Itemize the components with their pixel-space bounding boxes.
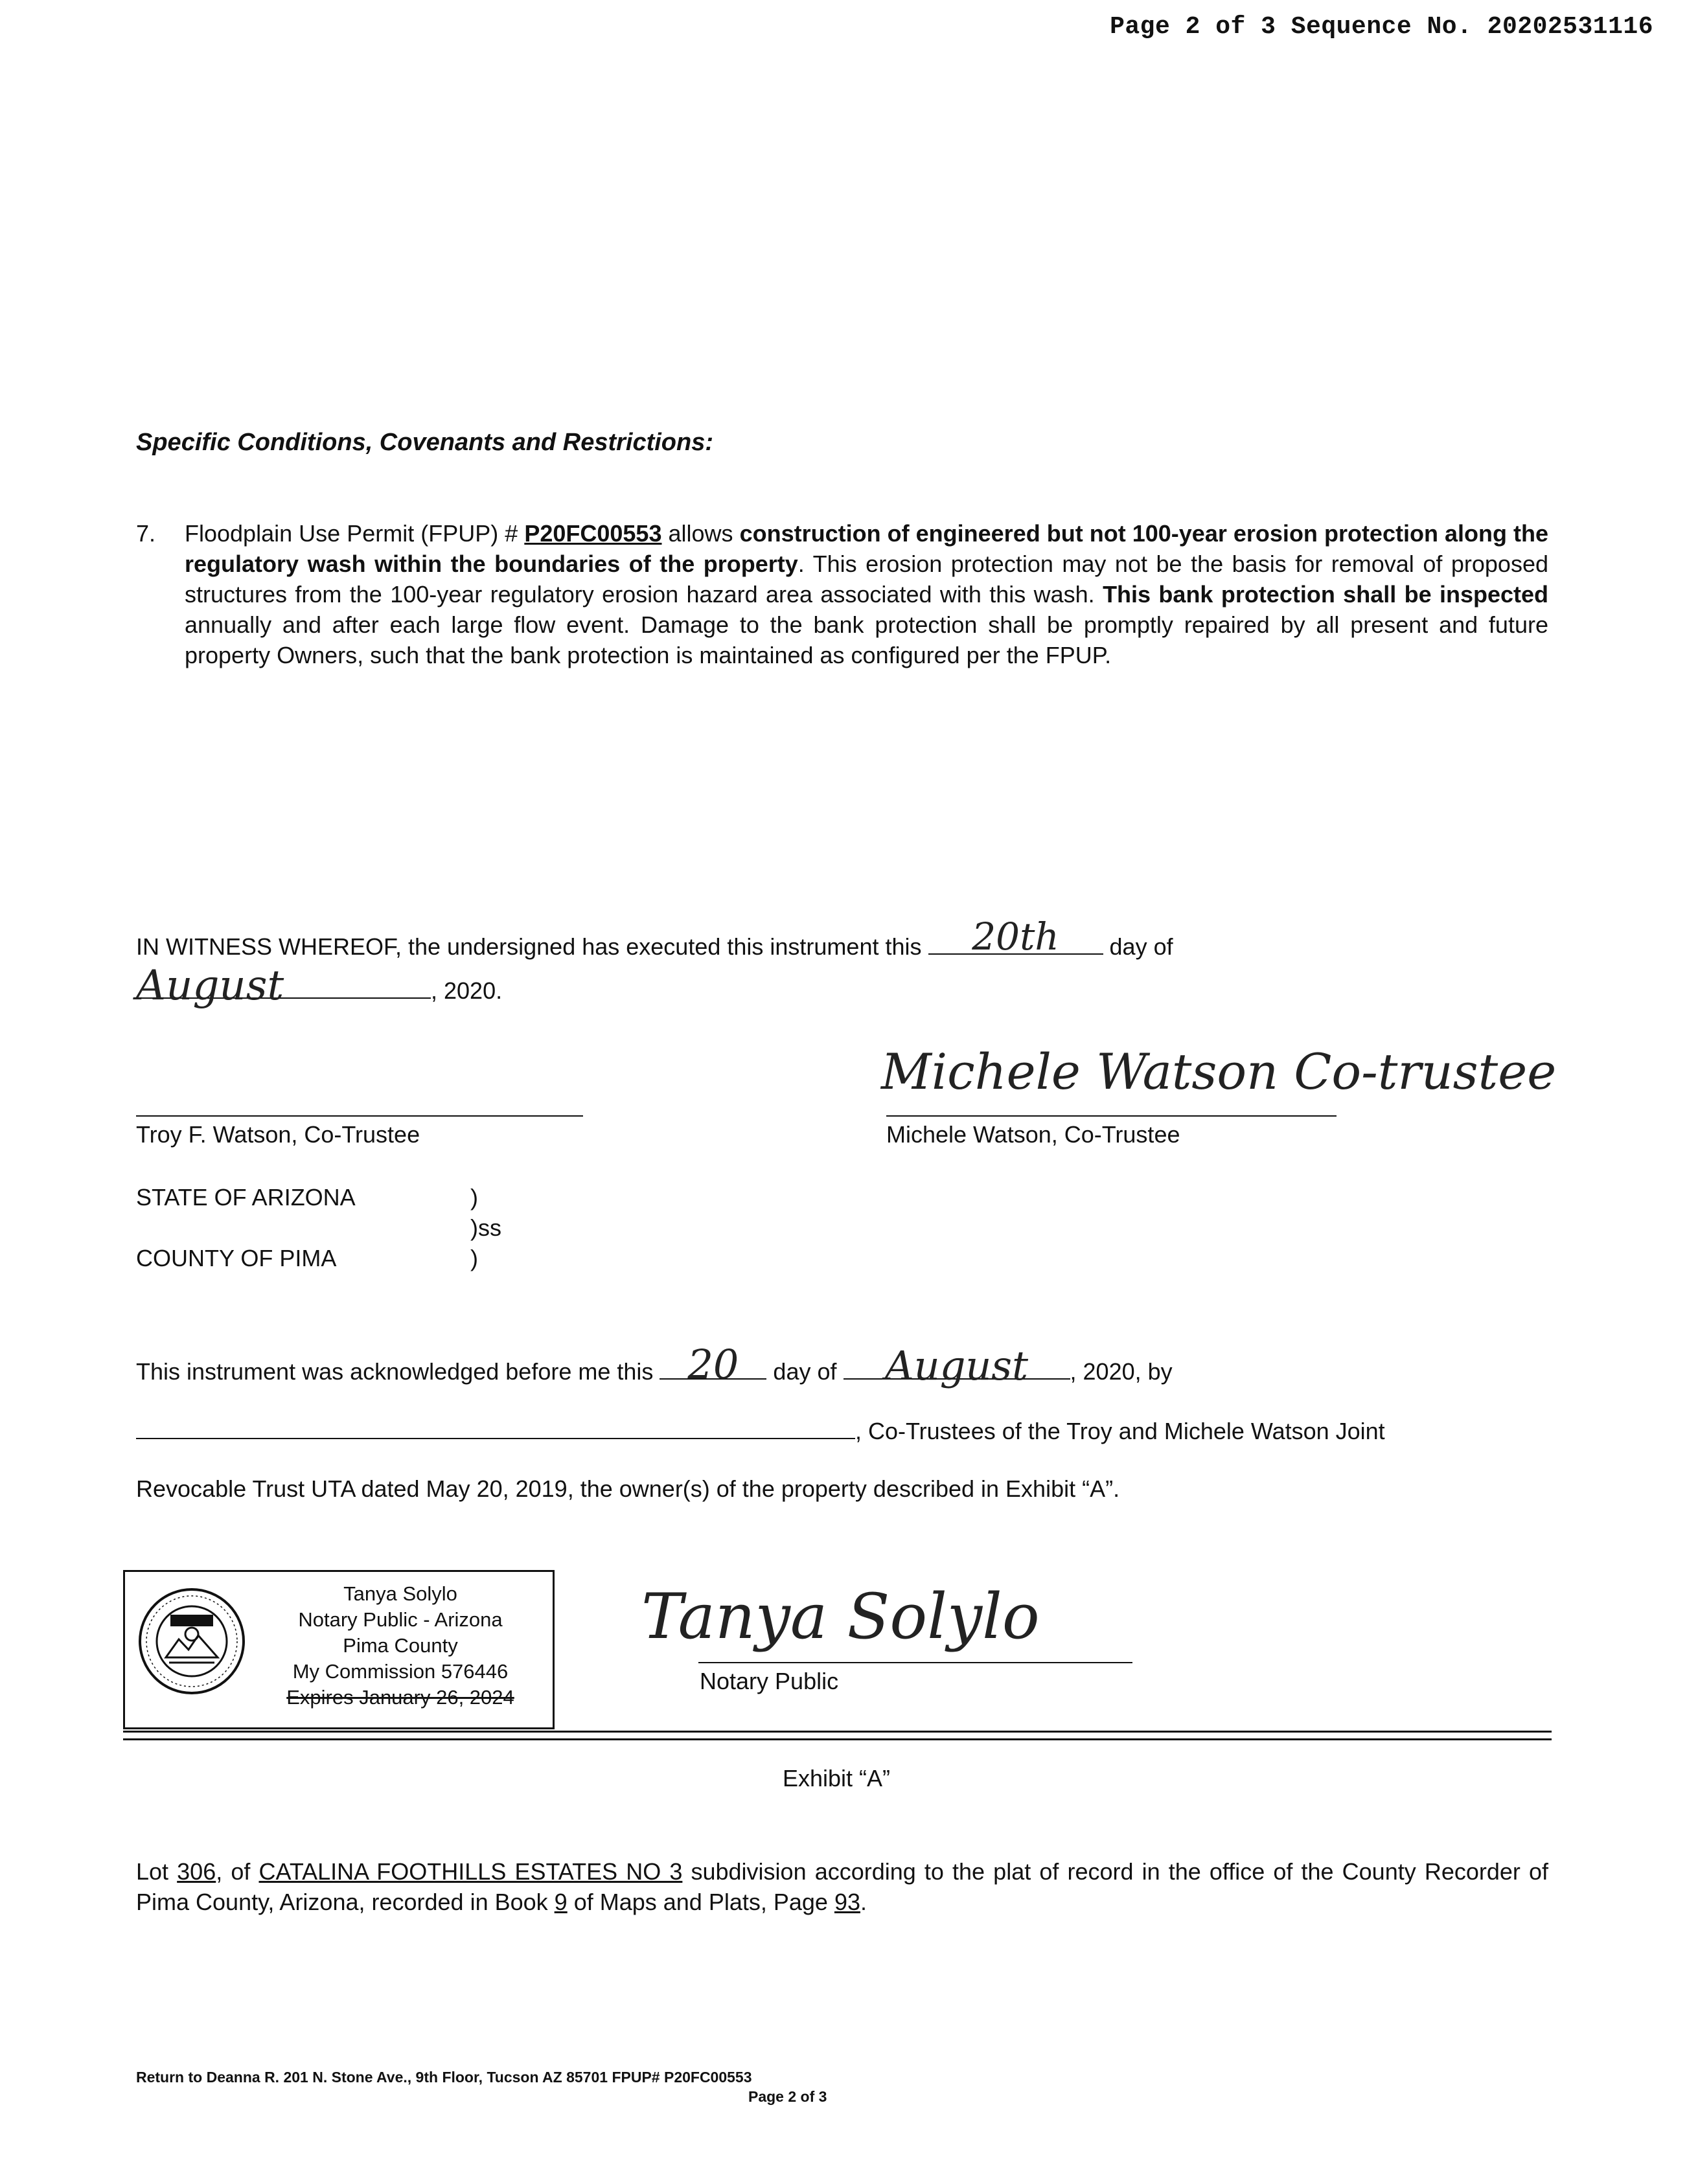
exhibit-text: of Maps and Plats, Page [567,1889,834,1915]
witness-text: IN WITNESS WHEREOF, the undersigned has executed this instrument this [136,933,922,960]
notary-commission: My Commission 576446 [292,1660,509,1683]
footer-page-number: Page 2 of 3 [748,2088,827,2105]
condition-emphasis: construction of engineered but not 100-year erosion protection along the regulatory wash within the boundaries of the property [185,520,1549,577]
venue-paren: ) [470,1245,478,1271]
condition-item [136,518,1548,670]
subdivision-name: CATALINA FOOTHILLS ESTATES NO 3 [258,1858,683,1885]
notary-name: Tanya Solylo [343,1582,457,1605]
witness-line [136,915,1173,962]
signer-name-right: Michele Watson, Co-Trustee [886,1121,1180,1148]
exhibit-text: subdivision according to the plat of record in the office of the County Recorder of Pima County, Arizona, recorded in Book [136,1858,1549,1915]
lot-number: 306 [177,1858,216,1885]
signature-line-right [886,1115,1337,1117]
signer-name-left: Troy F. Watson, Co-Trustee [136,1121,420,1148]
condition-text: . This erosion protection may not be the basis for removal of proposed structures from the 100-year regulatory erosion hazard area associated with this wash. [185,551,1548,608]
handwritten-ack-month: August [884,1342,1029,1389]
acknowledgment-line-2 [136,1412,1385,1446]
notary-info [255,1581,546,1711]
ack-day-blank [660,1341,766,1388]
condition-paragraph [185,518,1548,670]
ack-text: , 2020, by [1070,1358,1173,1385]
witness-month-line [136,962,503,1010]
handwritten-day: 20th [972,915,1059,959]
condition-number: 7. [136,520,156,547]
exhibit-text: , of [216,1858,259,1885]
notary-expiration: Expires January 26, 2024 [286,1686,514,1709]
acknowledgment-line [136,1341,1173,1389]
footer [136,2067,827,2106]
notary-county: Pima County [343,1634,458,1657]
handwritten-ack-day: 20 [687,1341,739,1388]
book-number: 9 [554,1889,568,1915]
exhibit-description [136,1856,1548,1917]
acknowledgment-trust-line: Revocable Trust UTA dated May 20, 2019, the owner(s) of the property described in Exhibit “A”. [136,1475,1120,1502]
condition-emphasis: This bank protection shall be inspected [1103,581,1549,608]
witness-day-of: day of [1109,933,1173,960]
sequence-header: Page 2 of 3 Sequence No. 20202531116 [1110,13,1653,41]
notary-signature: Tanya Solylo [641,1580,1040,1653]
condition-text: annually and after each large flow event. Damage to the bank protection shall be promptly repaired by all present and future property Owners, such that the bank protection is maintained as configured per the FPUP. [185,611,1548,668]
ack-text: , Co-Trustees of the Troy and Michele Watson Joint [855,1418,1385,1444]
page-number: 93 [834,1889,860,1915]
venue-county: COUNTY OF PIMA [136,1245,337,1271]
condition-text: allows [661,520,740,547]
ack-text: This instrument was acknowledged before me this [136,1358,654,1385]
notary-title: Notary Public - Arizona [298,1608,503,1631]
signature-line-left [136,1115,583,1117]
section-heading: Specific Conditions, Covenants and Restrictions: [136,429,714,456]
notary-signature-label: Notary Public [700,1668,839,1694]
handwritten-month: August [136,962,284,1010]
venue-ss: )ss [470,1214,501,1241]
venue-state: STATE OF ARIZONA [136,1184,356,1211]
exhibit-text: Lot [136,1858,178,1885]
exhibit-text: . [860,1889,867,1915]
handwritten-signature-right: Michele Watson Co-trustee [881,1043,1557,1100]
state-seal-icon [137,1586,247,1696]
witness-month-blank [136,962,431,1010]
notary-signature-line [698,1662,1132,1663]
ack-text: day of [773,1358,837,1385]
notary-rule-2 [123,1738,1552,1740]
condition-text: Floodplain Use Permit (FPUP) # [185,520,525,547]
witness-day-blank [928,915,1103,959]
ack-month-blank [844,1342,1070,1389]
ack-names-blank [136,1412,855,1439]
exhibit-title: Exhibit “A” [783,1765,891,1792]
witness-year: , 2020. [431,977,503,1004]
notary-stamp [123,1570,555,1729]
notary-rule-1 [123,1731,1552,1733]
venue-paren: ) [470,1184,478,1211]
footer-return-address: Return to Deanna R. 201 N. Stone Ave., 9th Floor, Tucson AZ 85701 FPUP# P20FC00553 [136,2069,752,2086]
permit-number: P20FC00553 [524,520,662,547]
